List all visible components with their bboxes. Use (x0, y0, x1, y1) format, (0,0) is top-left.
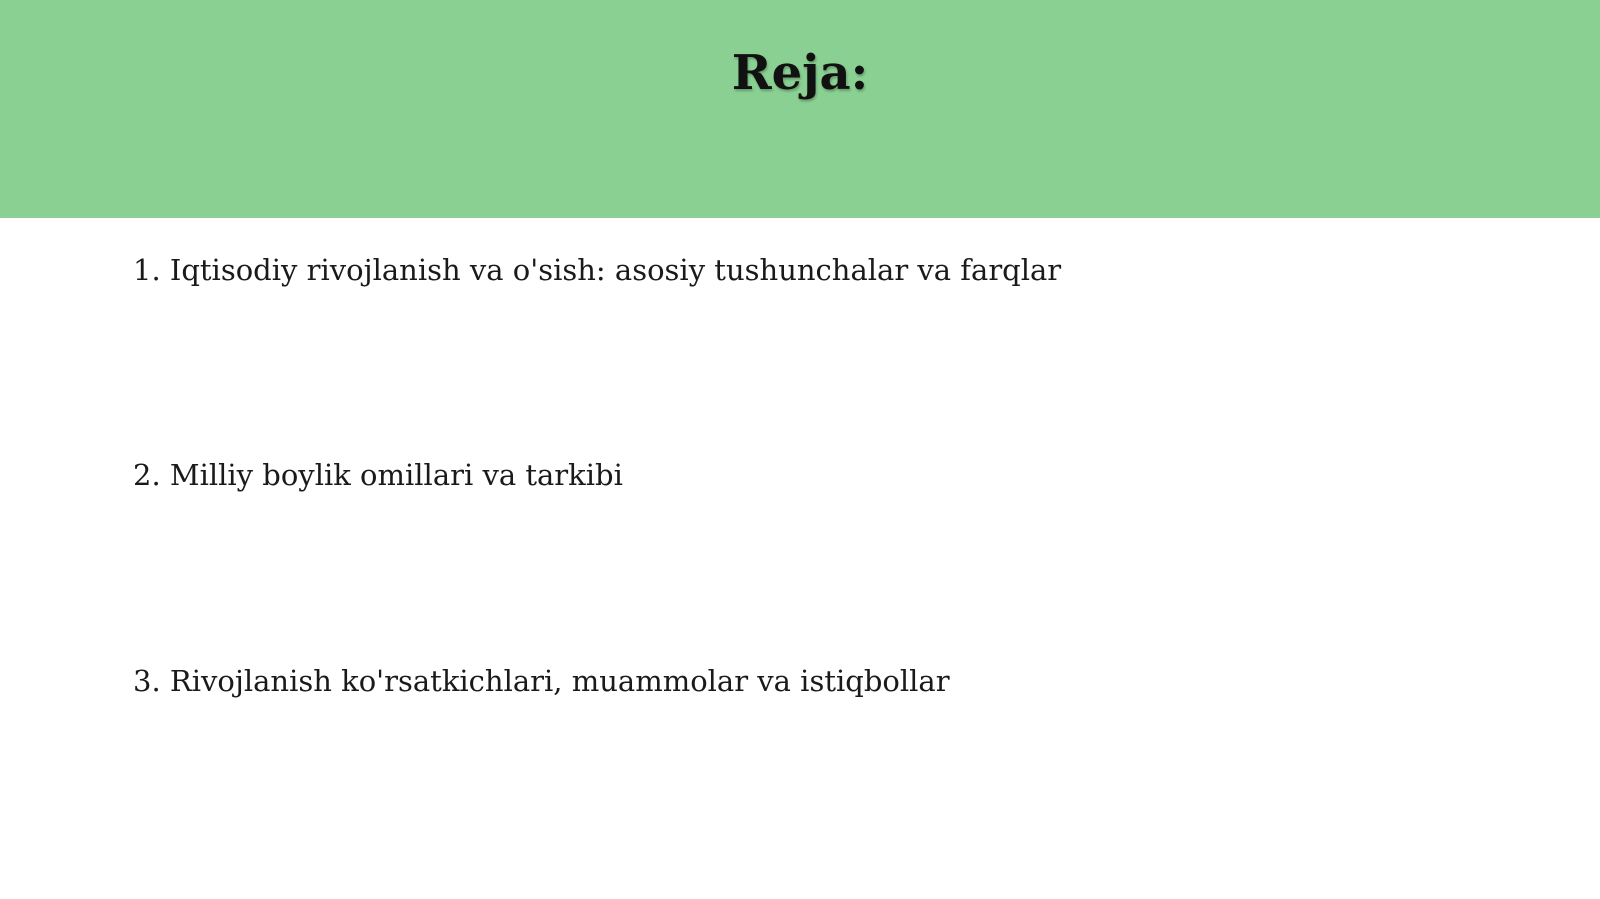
plan-item-1: 1. Iqtisodiy rivojlanish va o'sish: asosiy tushunchalar va farqlar (133, 253, 1062, 287)
header-band (0, 0, 1600, 218)
plan-item-3: 3. Rivojlanish ko'rsatkichlari, muammolar va istiqbollar (133, 664, 950, 698)
slide-title: Reja: (731, 45, 869, 101)
plan-item-2: 2. Milliy boylik omillari va tarkibi (133, 458, 623, 492)
